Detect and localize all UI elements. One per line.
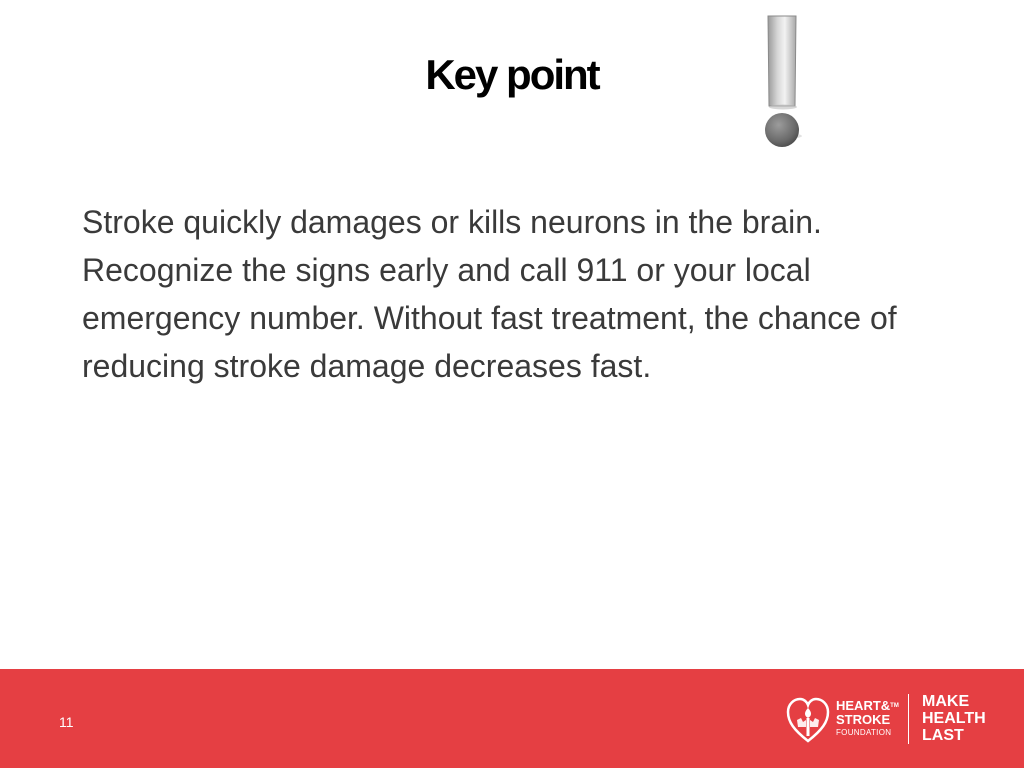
heart-torch-icon — [786, 694, 830, 744]
slogan-line3: LAST — [922, 727, 964, 744]
exclamation-icon — [762, 14, 802, 154]
page-number: 11 — [59, 714, 74, 730]
logo-trademark: TM — [890, 703, 899, 709]
heart-and-stroke-logo — [786, 690, 1006, 750]
slogan-line1: MAKE — [922, 693, 970, 710]
logo-wordmark — [836, 699, 899, 738]
slogan-line2: HEALTH — [922, 710, 986, 727]
logo-name-line3: FOUNDATION — [836, 728, 892, 737]
logo-divider — [908, 694, 909, 744]
key-point-text: Stroke quickly damages or kills neurons in the brain. Recognize the signs early and call 911 or your local emergency number. Without fast treatment, the chance of reducing stroke damage decreases fast. — [82, 204, 897, 384]
logo-slogan — [922, 693, 986, 744]
slide-title: Key point — [425, 51, 599, 98]
logo-name-line2: STROKE — [836, 712, 891, 727]
logo-name-line1: HEART& — [836, 698, 891, 713]
